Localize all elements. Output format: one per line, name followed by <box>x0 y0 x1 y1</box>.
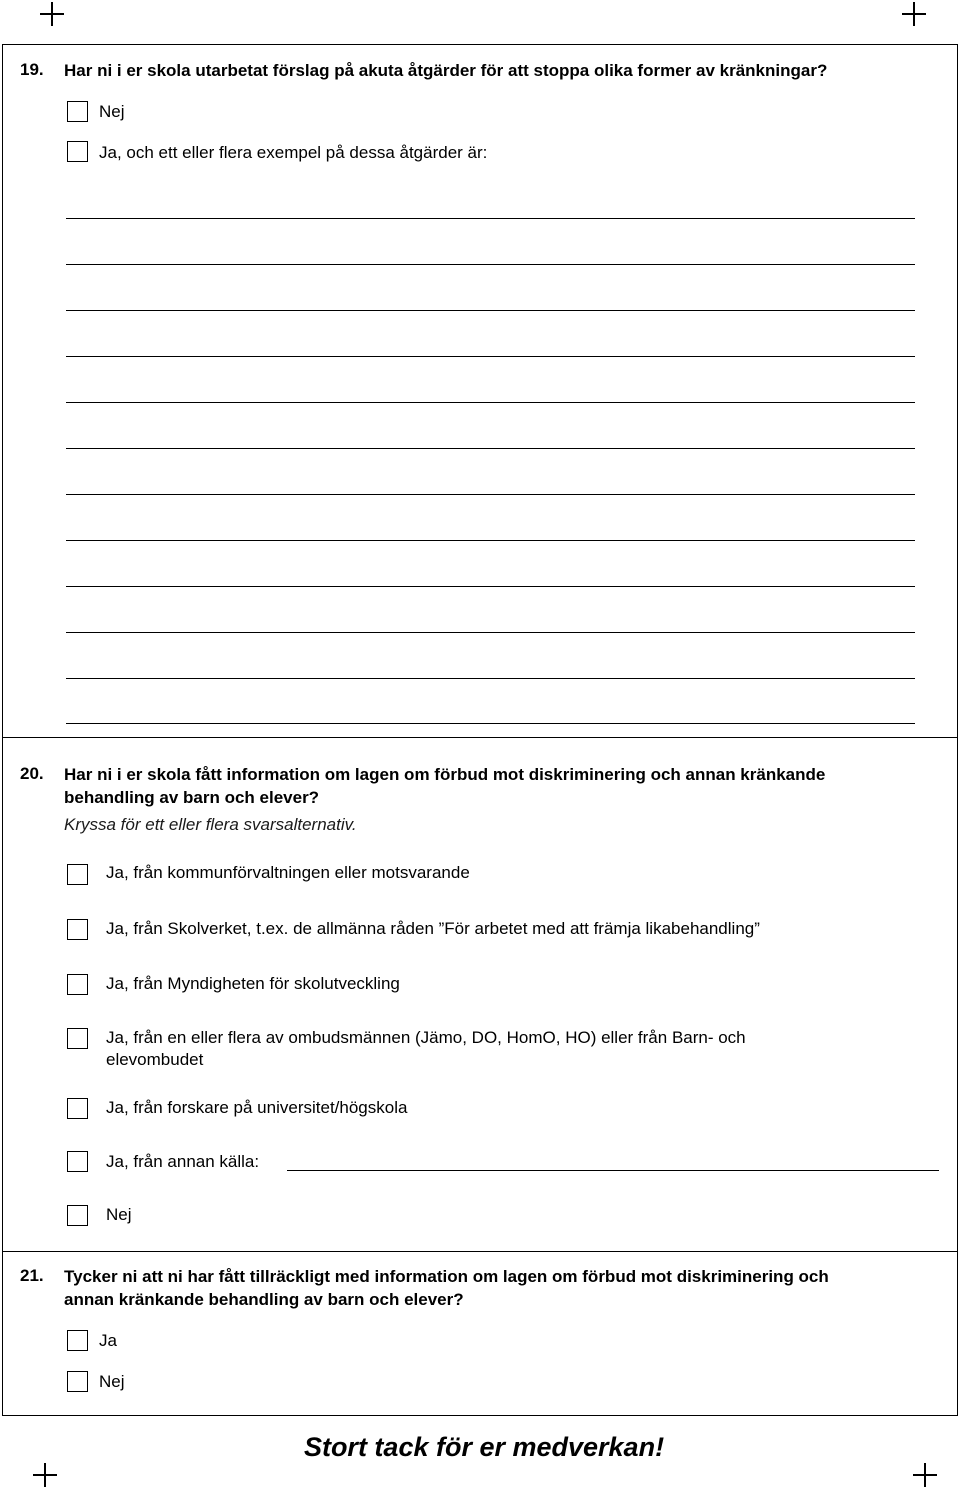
answer-line[interactable] <box>66 402 915 403</box>
checkbox-nej[interactable] <box>67 101 88 122</box>
other-source-input-line[interactable] <box>287 1170 939 1171</box>
question-text: Har ni i er skola fått information om lagen om förbud mot diskriminering och annan kränkande <box>64 765 826 784</box>
checkbox-nej[interactable] <box>67 1205 88 1226</box>
checkbox-ja-exempel[interactable] <box>67 141 88 162</box>
option-label: Ja, från forskare på universitet/högskola <box>106 1098 408 1117</box>
question-text: annan kränkande behandling av barn och elever? <box>64 1290 464 1309</box>
question-text: behandling av barn och elever? <box>64 788 320 807</box>
option-label-continued: elevombudet <box>106 1050 204 1069</box>
checkbox-skolverket[interactable] <box>67 919 88 940</box>
section-divider <box>2 737 958 738</box>
option-label: Nej <box>106 1205 132 1224</box>
checkbox-myndigheten[interactable] <box>67 974 88 995</box>
answer-line[interactable] <box>66 723 915 724</box>
answer-line[interactable] <box>66 678 915 679</box>
answer-line[interactable] <box>66 632 915 633</box>
registration-mark-top-left <box>40 2 64 26</box>
option-label: Ja, och ett eller flera exempel på dessa åtgärder är: <box>99 143 488 162</box>
checkbox-ombudsmannen[interactable] <box>67 1028 88 1049</box>
registration-mark-bottom-left <box>33 1463 57 1487</box>
option-label: Nej <box>99 1372 125 1391</box>
checkbox-ja[interactable] <box>67 1330 88 1351</box>
question-text: Tycker ni att ni har fått tillräckligt med information om lagen om förbud mot diskriminering och <box>64 1267 829 1286</box>
question-hint: Kryssa för ett eller flera svarsalternativ. <box>64 815 357 834</box>
checkbox-forskare[interactable] <box>67 1098 88 1119</box>
option-label: Ja, från Myndigheten för skolutveckling <box>106 974 400 993</box>
answer-line[interactable] <box>66 494 915 495</box>
registration-mark-top-right <box>902 2 926 26</box>
option-label: Nej <box>99 102 125 121</box>
answer-line[interactable] <box>66 356 915 357</box>
thank-you-message: Stort tack för er medverkan! <box>303 1432 665 1462</box>
question-number: 20. <box>20 764 44 783</box>
checkbox-annan-kalla[interactable] <box>67 1151 88 1172</box>
question-number: 21. <box>20 1266 44 1285</box>
option-label: Ja, från en eller flera av ombudsmännen (Jämo, DO, HomO, HO) eller från Barn- och <box>106 1028 746 1047</box>
answer-line[interactable] <box>66 264 915 265</box>
option-label: Ja, från Skolverket, t.ex. de allmänna råden ”För arbetet med att främja likabehandling” <box>106 919 760 938</box>
question-text: Har ni i er skola utarbetat förslag på akuta åtgärder för att stoppa olika former av kränkningar? <box>64 61 828 80</box>
answer-line[interactable] <box>66 218 915 219</box>
checkbox-nej[interactable] <box>67 1371 88 1392</box>
section-divider <box>2 1251 958 1252</box>
option-label: Ja, från kommunförvaltningen eller motsvarande <box>106 863 470 882</box>
answer-line[interactable] <box>66 310 915 311</box>
answer-line[interactable] <box>66 448 915 449</box>
checkbox-kommunforvaltningen[interactable] <box>67 864 88 885</box>
question-number: 19. <box>20 60 44 79</box>
option-label: Ja, från annan källa: <box>106 1152 260 1171</box>
form-frame <box>2 44 958 1416</box>
answer-line[interactable] <box>66 586 915 587</box>
option-label: Ja <box>99 1331 117 1350</box>
registration-mark-bottom-right <box>913 1463 937 1487</box>
answer-line[interactable] <box>66 540 915 541</box>
